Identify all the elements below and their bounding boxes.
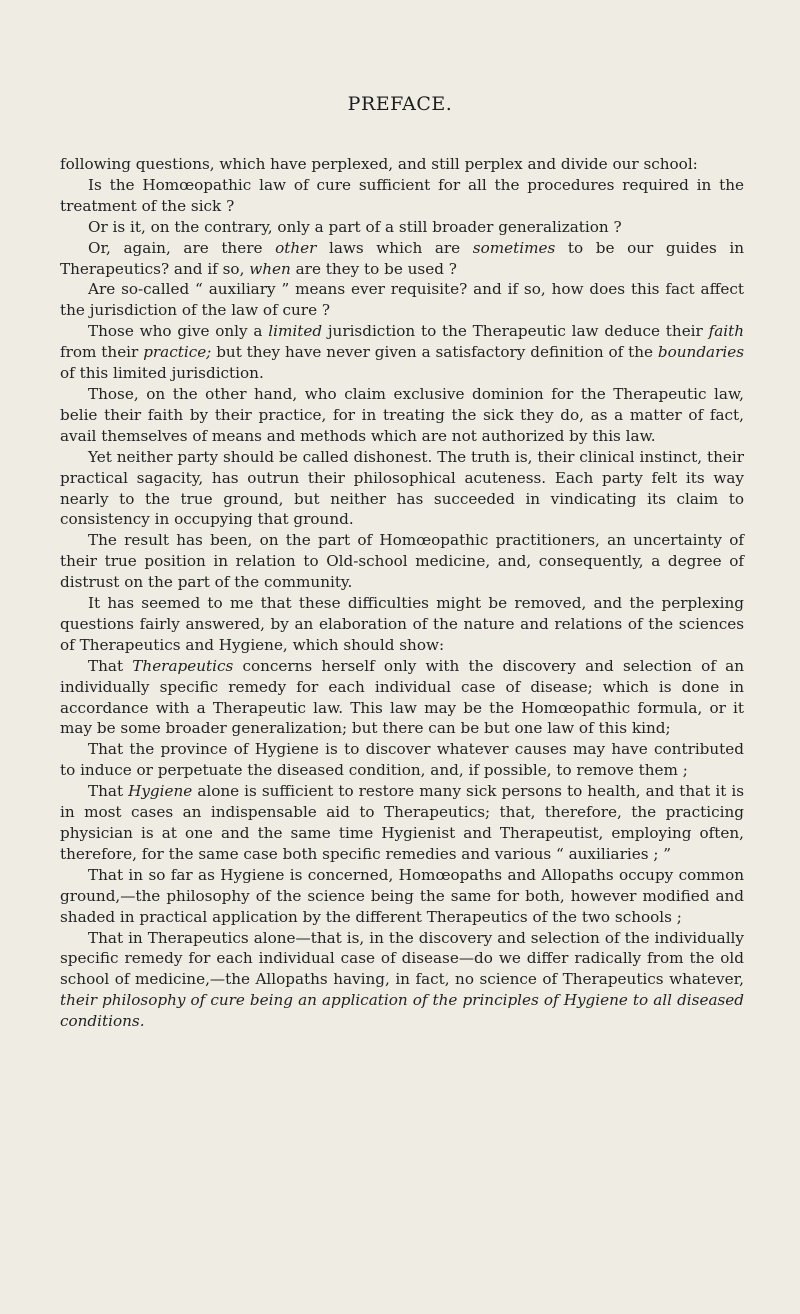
paragraph [60,175,744,217]
paragraph [60,593,744,656]
paragraph [60,321,744,384]
text-run: following questions, which have perplexed, and still perplex and divide our school: [60,155,698,173]
text-run: alone is sufficient to restore many sick persons to health, and that it is in most cases an indispensable aid to Therapeutics; that, therefore, the practicing physician is at one and the same time Hygienist and Therapeutist, employing often, therefore, for the same case both specific remedies and various “ auxiliaries ; ” [60,782,744,863]
text-run: jurisdiction to the Therapeutic law deduce their [322,322,709,341]
running-header: PREFACE. [347,93,453,115]
text-run: Is the Homœopathic law of cure sufficient for all the procedures required in the treatment of the sick ? [60,175,744,215]
italic-text: Hygiene [128,782,193,801]
text-run: Or is it, on the contrary, only a part of a still broader generalization ? [88,217,622,236]
text-run: Or, again, are there [88,238,276,257]
italic-text: their philosophy of cure being an application of the principles of Hygiene to all diseased conditions. [60,991,744,1031]
text-run: The result has been, on the part of Homœopathic practitioners, an uncertainty of their true position in relation to Old-school medicine, and, consequently, a degree of distrust on the part of the community. [60,531,744,592]
paragraph [60,447,744,531]
text-run: That the province of Hygiene is to discover whatever causes may have contributed to induce or perpetuate the diseased condition, and, if possible, to remove them ; [60,740,744,780]
paragraph [60,279,744,321]
text-run: That in so far as Hygiene is concerned, Homœopaths and Allopaths occupy common ground,—the philosophy of the science being the same for both, however modified and shaded in practical application by the different Therapeutics of the two schools ; [60,865,744,926]
text-run: It has seemed to me that these difficulties might be removed, and the perplexing questions fairly answered, by an elaboration of the nature and relations of the sciences of Therapeutics and Hygiene, which should show: [60,594,744,654]
text-run: That [88,782,129,801]
text-run: concerns herself only with the discovery and selection of an individually specific remedy for each individual case of disease; which is done in accordance with a Therapeutic law. This law may be the Homœopathic formula, or it may be some broader generalization; but there can be but one law of this kind; [60,656,744,738]
italic-text: other [275,238,317,257]
text-run: That in Therapeutics alone—that is, in the discovery and selection of the individually specific remedy for each individual case of disease—do we differ radically from the old school of medicine,—the Allopaths having, in fact, no science of Therapeutics whatever, [60,928,744,989]
paragraph [60,154,744,175]
italic-text: practice; [143,343,212,362]
body-text [60,154,744,1032]
paragraph [60,739,744,781]
italic-text: boundaries [657,343,744,362]
paragraph [60,238,744,280]
text-run: Those who give only a [88,322,269,341]
paragraph [60,781,744,865]
text-run: Those, on the other hand, who claim exclusive dominion for the Therapeutic law, belie their faith by their practice, for in treating the sick they do, as a matter of fact, avail themselves of means and methods which are not authorized by this law. [60,384,744,445]
paragraph [60,530,744,593]
text-run: Yet neither party should be called dishonest. The truth is, their clinical instinct, their practical sagacity, has outrun their philosophical acuteness. Each party felt its way nearly to the true ground, but neither has succeeded in vindicating its claim to consistency in occupying that ground. [60,447,744,529]
text-run: to be our guides in Therapeutics? and if so, [60,238,745,278]
italic-text: Therapeutics [132,656,234,675]
italic-text: sometimes [472,238,556,257]
paragraph [60,656,744,740]
italic-text: faith [708,322,744,341]
text-run: That [88,656,133,675]
text-run: of this limited jurisdiction. [60,364,264,383]
text-run: are they to be used ? [290,259,457,278]
paragraph [60,217,744,238]
paragraph [60,865,744,928]
italic-text: limited [268,322,323,341]
text-run: Are so-called “ auxiliary ” means ever requisite? and if so, how does this fact affect the jurisdiction of the law of cure ? [60,280,744,320]
italic-text: when [249,259,291,278]
text-run: but they have never given a satisfactory definition of the [211,343,658,362]
paragraph [60,384,744,447]
text-run: laws which are [316,238,473,257]
text-run: from their [60,343,144,362]
paragraph [60,928,744,1033]
